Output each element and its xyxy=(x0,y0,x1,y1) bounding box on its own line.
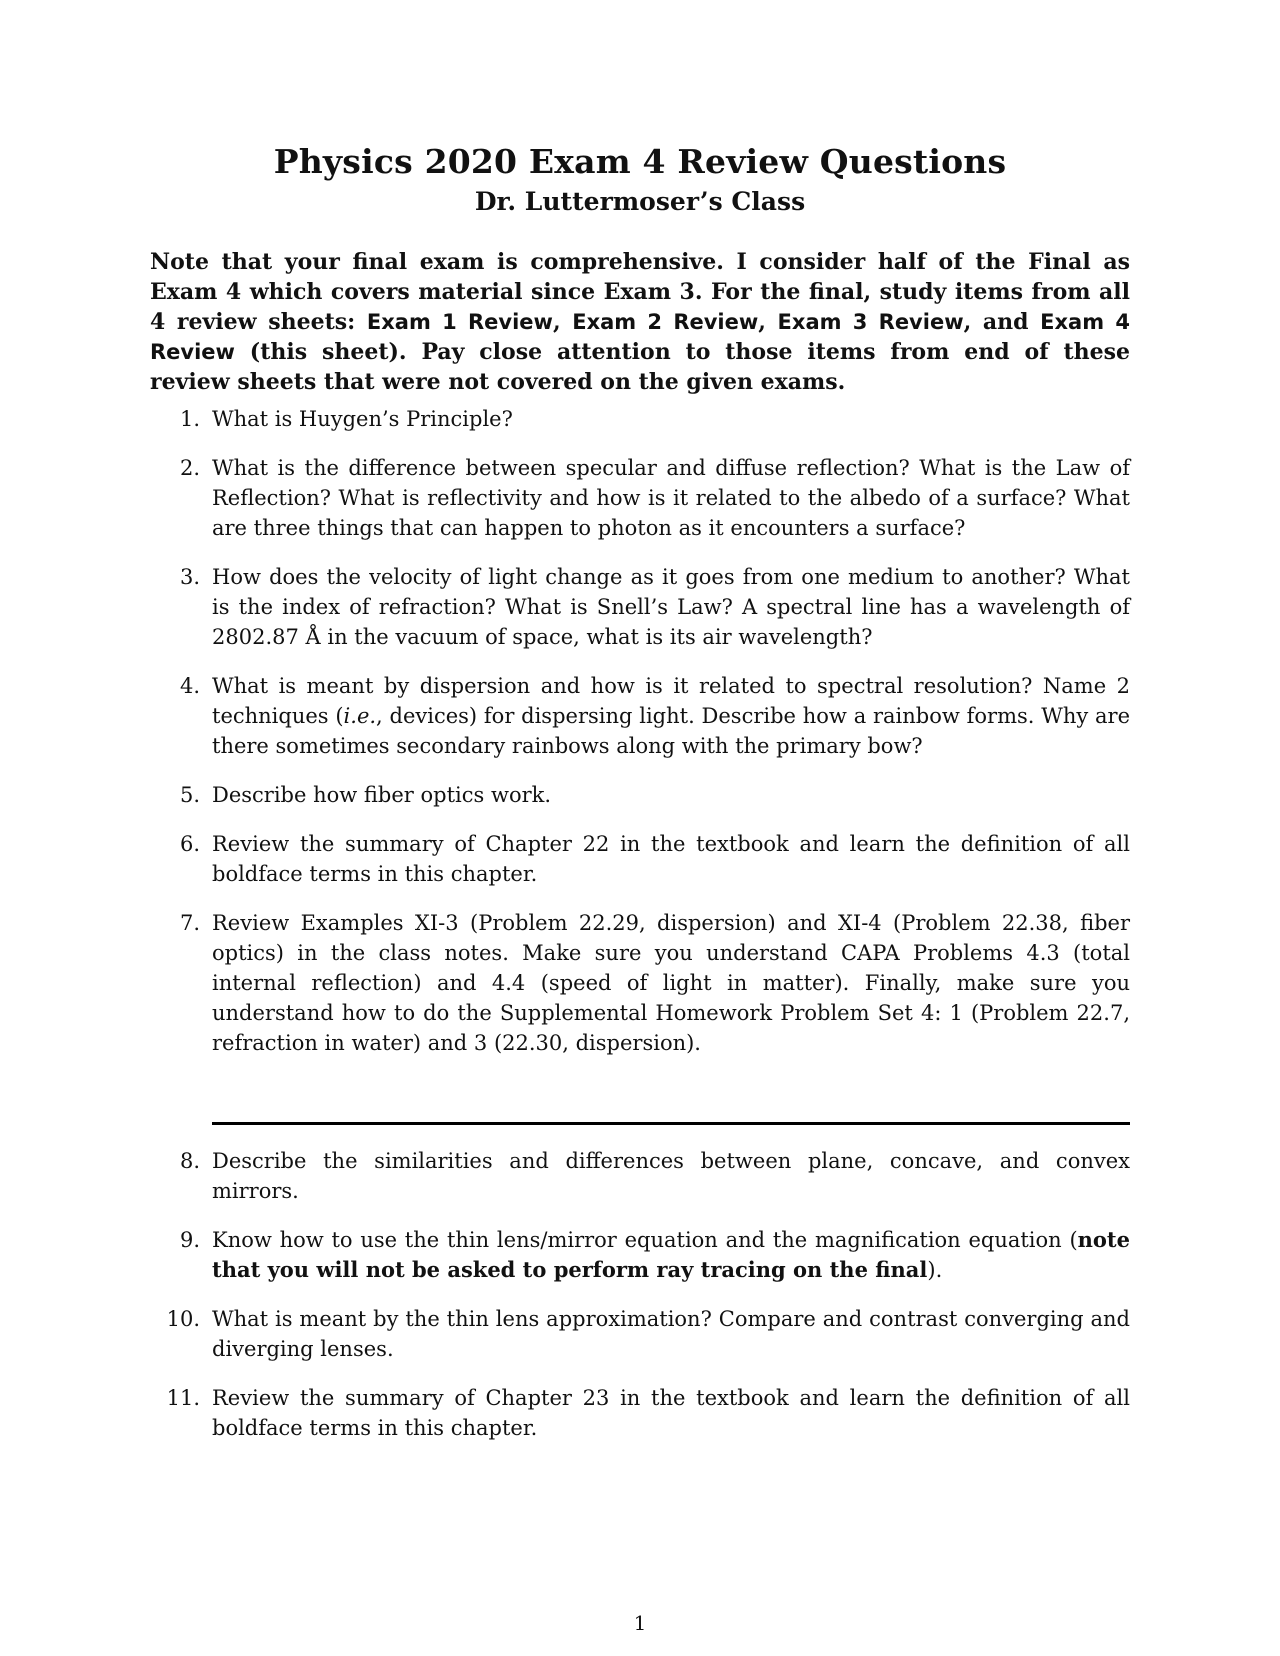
intro-text: Note that your final exam is comprehensive. I consider half of the Final as Exam 4 which covers material since Exam 3. For the final, study items from all 4 review sheets: xyxy=(150,249,1130,335)
item-text: Describe the similarities and differences between plane, concave, and convex mirrors. xyxy=(212,1149,1130,1203)
item-number: 8. xyxy=(179,1149,200,1173)
item-text: Review the summary of Chapter 23 in the textbook and learn the definition of all boldface terms in this chapter. xyxy=(212,1386,1130,1440)
item-number: 5. xyxy=(179,783,200,807)
list-item xyxy=(150,780,1130,810)
item-number: 1. xyxy=(179,407,200,431)
question-list-part1 xyxy=(150,404,1130,1077)
intro-sep: , xyxy=(758,309,778,335)
section-divider xyxy=(212,1122,1130,1125)
intro-sep: , and xyxy=(963,309,1041,335)
item-text: What is meant by dispersion and how is it related to spectral resolution? Name 2 techniques ( xyxy=(212,674,1130,728)
item-number: 4. xyxy=(179,674,200,698)
list-item xyxy=(150,562,1130,652)
list-item xyxy=(150,1225,1130,1285)
item-text: Know how to use the thin lens/mirror equation and the magnification equation ( xyxy=(212,1228,1078,1252)
item-number: 2. xyxy=(179,456,200,480)
item-text-cont: ). xyxy=(927,1258,943,1282)
question-list-part2 xyxy=(150,1146,1130,1462)
list-item xyxy=(150,1304,1130,1364)
item-text: Review the summary of Chapter 22 in the textbook and learn the definition of all boldface terms in this chapter. xyxy=(212,832,1130,886)
intro-paragraph xyxy=(150,247,1130,397)
item-text: What is the difference between specular and diffuse reflection? What is the Law of Reflection? What is reflectivity and how is it related to the albedo of a surface? What are three things that can happen to photon as it encounters a surface? xyxy=(212,456,1130,540)
page-title: Physics 2020 Exam 4 Review Questions xyxy=(273,142,1007,181)
item-text-cont: , devices) for dispersing light. Describe how a rainbow forms. Why are there sometimes secondary rainbows along with the primary bow? xyxy=(212,704,1130,758)
list-item xyxy=(150,908,1130,1058)
document-page xyxy=(150,0,1130,1656)
item-number: 6. xyxy=(179,832,200,856)
item-number: 9. xyxy=(179,1228,200,1252)
item-text: Review Examples XI-3 (Problem 22.29, dispersion) and XI-4 (Problem 22.38, fiber optics) in the class notes. Make sure you understand CAPA Problems 4.3 (total internal reflection) and 4.4 (speed of light in matter). Finally, make sure you understand how to do the Supplemental Homework Problem Set 4: 1 (Problem 22.7, refraction in water) and 3 (22.30, dispersion). xyxy=(212,911,1130,1055)
page-number: 1 xyxy=(633,1611,647,1635)
item-number: 3. xyxy=(179,565,200,589)
intro-sep: , xyxy=(552,309,573,335)
list-item xyxy=(150,1146,1130,1206)
exam4-review-ref: Exam 4 Review xyxy=(150,310,1130,364)
item-italic-text: i.e. xyxy=(343,704,377,728)
item-number: 7. xyxy=(179,911,200,935)
item-text: How does the velocity of light change as it goes from one medium to another? What is the index of refraction? What is Snell’s Law? A spectral line has a wavelength of 2802.87 Å in the vacuum of space, what is its air wavelength? xyxy=(212,565,1130,649)
item-text: What is Huygen’s Principle? xyxy=(212,407,513,431)
list-item xyxy=(150,453,1130,543)
list-item xyxy=(150,404,1130,434)
item-text: What is meant by the thin lens approximation? Compare and contrast converging and diverging lenses. xyxy=(212,1307,1130,1361)
page-subtitle: Dr. Luttermoser’s Class xyxy=(474,187,806,216)
list-item xyxy=(150,1383,1130,1443)
item-number: 11. xyxy=(166,1386,200,1410)
list-item xyxy=(150,829,1130,889)
list-item xyxy=(150,671,1130,761)
intro-text-end: (this sheet). Pay close attention to those items from end of these review sheets that were not covered on the given exams. xyxy=(150,339,1130,395)
item-number: 10. xyxy=(166,1307,200,1331)
item-text: Describe how fiber optics work. xyxy=(212,783,552,807)
exam3-review-ref: Exam 3 Review xyxy=(777,310,964,334)
exam2-review-ref: Exam 2 Review xyxy=(572,310,759,334)
item-bold-text: note that you will not be asked to perform ray tracing on the final xyxy=(212,1227,1130,1282)
exam1-review-ref: Exam 1 Review xyxy=(366,310,553,334)
